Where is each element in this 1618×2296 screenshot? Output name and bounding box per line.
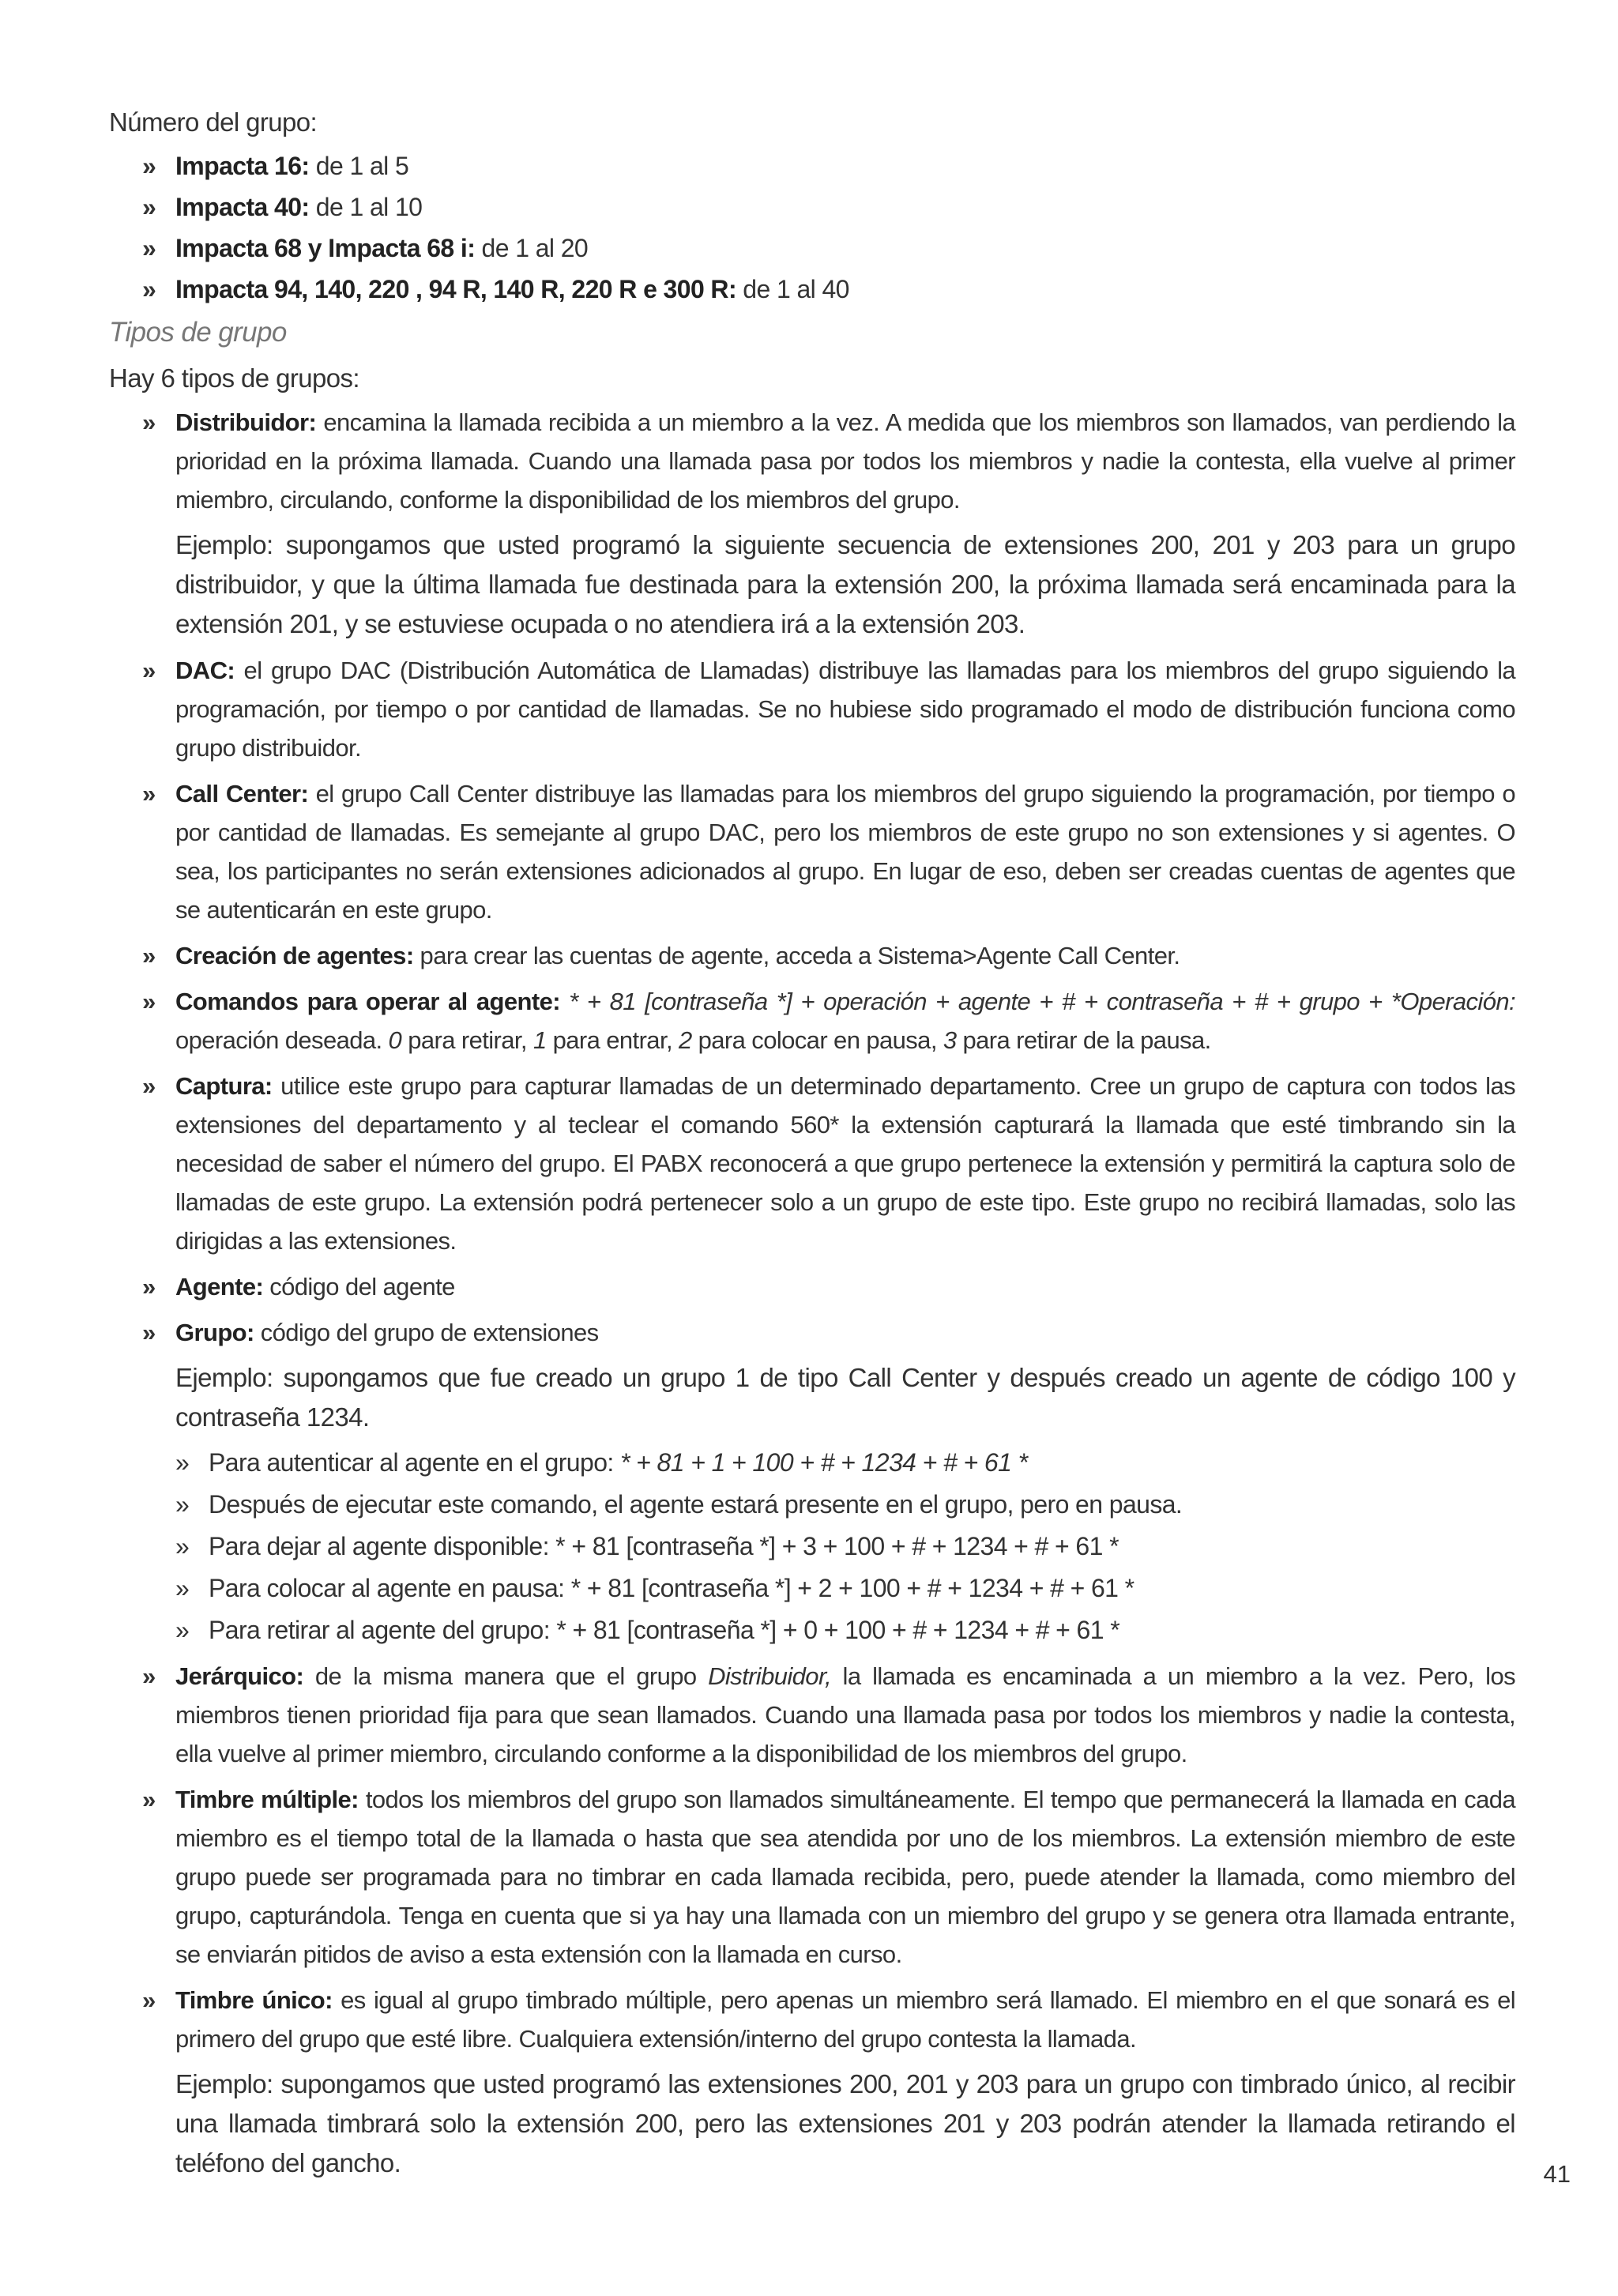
bullet-glyph: » <box>142 1662 156 1690</box>
bullet-glyph: » <box>142 1986 156 2014</box>
bullet-glyph: » <box>142 275 156 303</box>
list-item-grupo: » Grupo: código del grupo de extensiones Ejemplo: supongamos que fue creado un grupo 1 de tipo Call Center y después creado un agente de código 100 y contraseña 1234. » Para autenticar al agente en el grupo: * + 81 + 1 + 100 + # + 1234 + # + 61 * » Después de ejecutar este comando, el agente estará presente en el grupo, pero en pausa. » Para dejar al agente disponible: * + 81 [contraseña *] + 3 + 100 + # + 1234 + # + 61 * » Para colocar al agente en pausa: * + 81 [contraseña *] + 2 + 100 + # + 1234 + # + 61 * » Para retirar al agente del grupo: * + 81 [contraseña *] + 0 + 100 + # + 1234 + # + 61 * <box>109 1313 1515 1650</box>
bullet-glyph: » <box>142 780 156 807</box>
bullet-glyph: » <box>142 1786 156 1813</box>
list-item: » Impacta 40: de 1 al 10 <box>109 188 1515 227</box>
bullet-glyph: » <box>142 234 156 262</box>
list-item-call-center: » Call Center: el grupo Call Center distribuye las llamadas para los miembros del grupo siguiendo la programación, por tiempo o por cantidad de llamadas. Es semejante al grupo DAC, pero los miembros de este grupo no son extensiones y si agentes. O sea, los participantes no serán extensiones adicionados al grupo. En lugar de eso, deben ser creadas cuentas de agentes que se autenticarán en este grupo. <box>109 774 1515 929</box>
list-item: » Impacta 68 y Impacta 68 i: de 1 al 20 <box>109 229 1515 268</box>
list-item-distribuidor: » Distribuidor: encamina la llamada recibida a un miembro a la vez. A medida que los miembros son llamados, van perdiendo la prioridad en la próxima llamada. Cuando una llamada pasa por todos los miembros y nadie la contesta, ella vuelve al primer miembro, circulando, conforme la disponibilidad de los miembros del grupo. Ejemplo: supongamos que usted programó la siguiente secuencia de extensiones 200, 201 y 203 para un grupo distribuidor, y que la última llamada fue destinada para la extensión 200, la próxima llamada será encaminada para la extensión 201, y se estuviese ocupada o no atendiera irá a la extensión 203. <box>109 403 1515 644</box>
list-item: » Para retirar al agente del grupo: * + 81 [contraseña *] + 0 + 100 + # + 1234 + # + 61 * <box>175 1611 1515 1650</box>
example-paragraph: Ejemplo: supongamos que usted programó la siguiente secuencia de extensiones 200, 201 y 203 para un grupo distribuidor, y que la última llamada fue destinada para la extensión 200, la próxima llamada será encaminada para la extensión 201, y se estuviese ocupada o no atendiera irá a la extensión 203. <box>175 530 1515 638</box>
bullet-glyph: » <box>142 942 156 969</box>
bullet-glyph: » <box>142 193 156 221</box>
document-page <box>109 103 1515 2190</box>
list-item-captura: » Captura: utilice este grupo para capturar llamadas de un determinado departamento. Cree un grupo de captura con todos las extensiones del departamento y al teclear el comando 560* la extensión capturará la llamada que esté timbrando sin la necesidad de saber el número del grupo. El PABX reconocerá a que grupo pertenece la extensión y permitirá la captura solo de llamadas de este grupo. La extensión podrá pertenecer solo a un grupo de este tipo. Este grupo no recibirá llamadas, solo las dirigidas a las extensiones. <box>109 1067 1515 1260</box>
group-range-list <box>109 147 1515 309</box>
list-item-comandos: » Comandos para operar al agente: * + 81 [contraseña *] + operación + agente + # + contraseña + # + grupo + *Operación: operación deseada. 0 para retirar, 1 para entrar, 2 para colocar en pausa, 3 para retirar de la pausa. <box>109 982 1515 1060</box>
bullet-glyph: » <box>142 988 156 1015</box>
group-types-list <box>109 403 1515 2183</box>
list-item: » Para autenticar al agente en el grupo: * + 81 + 1 + 100 + # + 1234 + # + 61 * <box>175 1443 1515 1482</box>
example-paragraph: Ejemplo: supongamos que fue creado un grupo 1 de tipo Call Center y después creado un agente de código 100 y contraseña 1234. <box>175 1363 1515 1432</box>
list-item: » Para dejar al agente disponible: * + 81 [contraseña *] + 3 + 100 + # + 1234 + # + 61 * <box>175 1527 1515 1566</box>
bullet-glyph: » <box>142 1072 156 1100</box>
list-item: » Para colocar al agente en pausa: * + 81 [contraseña *] + 2 + 100 + # + 1234 + # + 61 * <box>175 1569 1515 1608</box>
bullet-glyph: » <box>142 408 156 436</box>
bullet-glyph: » <box>175 1532 190 1560</box>
bullet-glyph: » <box>175 1490 190 1519</box>
list-item: » Impacta 94, 140, 220 , 94 R, 140 R, 220 R e 300 R: de 1 al 40 <box>109 270 1515 309</box>
list-item-timbre-multiple: » Timbre múltiple: todos los miembros del grupo son llamados simultáneamente. El tempo que permanecerá la llamada en cada miembro es el tiempo total de la llamada o hasta que sea atendida por uno de los miembros. La extensión miembro de este grupo puede ser programada para no timbrar en cada llamada recibida, pero, puede atender la llamada, como miembro del grupo, capturándola. Tenga en cuenta que si ya hay una llamada con un miembro del grupo y se genera otra llamada entrante, se enviarán pitidos de aviso a esta extensión con la llamada en curso. <box>109 1780 1515 1974</box>
group-number-intro: Número del grupo: <box>109 107 318 137</box>
section-subheading: Tipos de grupo <box>109 317 287 348</box>
list-item-timbre-unico: » Timbre único: es igual al grupo timbrado múltiple, pero apenas un miembro será llamado. El miembro en el que sonará es el primero del grupo que esté libre. Cualquiera extensión/interno del grupo contesta la llamada. Ejemplo: supongamos que usted programó las extensiones 200, 201 y 203 para un grupo con timbrado único, al recibir una llamada timbrará solo la extensión 200, pero las extensiones 201 y 203 podrán atender la llamada retirando el teléfono del gancho. <box>109 1981 1515 2183</box>
bullet-glyph: » <box>142 1319 156 1346</box>
list-item-creacion-agentes: » Creación de agentes: para crear las cuentas de agente, acceda a Sistema>Agente Call Center. <box>109 936 1515 975</box>
list-item-jerarquico: » Jerárquico: de la misma manera que el grupo Distribuidor, la llamada es encaminada a un miembro a la vez. Pero, los miembros tienen prioridad fija para que sean llamados. Cuando una llamada pasa por todos los miembros y nadie la contesta, ella vuelve al primer miembro, circulando conforme a la disponibilidad de los miembros del grupo. <box>109 1657 1515 1773</box>
bullet-glyph: » <box>142 152 156 180</box>
bullet-glyph: » <box>175 1448 190 1477</box>
bullet-glyph: » <box>142 1273 156 1300</box>
page-number: 41 <box>1543 2160 1571 2188</box>
list-item-dac: » DAC: el grupo DAC (Distribución Automática de Llamadas) distribuye las llamadas para los miembros del grupo siguiendo la programación, por tiempo o por cantidad de llamadas. Se no hubiese sido programado el modo de distribución funciona como grupo distribuidor. <box>109 651 1515 767</box>
example-paragraph: Ejemplo: supongamos que usted programó las extensiones 200, 201 y 203 para un grupo con timbrado único, al recibir una llamada timbrará solo la extensión 200, pero las extensiones 201 y 203 podrán atender la llamada retirando el teléfono del gancho. <box>175 2069 1515 2177</box>
list-item: » Después de ejecutar este comando, el agente estará presente en el grupo, pero en pausa. <box>175 1485 1515 1524</box>
list-item-agente: » Agente: código del agente <box>109 1267 1515 1306</box>
agent-steps-list <box>175 1443 1515 1650</box>
group-types-intro: Hay 6 tipos de grupos: <box>109 363 359 393</box>
list-item: » Impacta 16: de 1 al 5 <box>109 147 1515 186</box>
bullet-glyph: » <box>175 1574 190 1602</box>
bullet-glyph: » <box>142 657 156 684</box>
bullet-glyph: » <box>175 1616 190 1644</box>
